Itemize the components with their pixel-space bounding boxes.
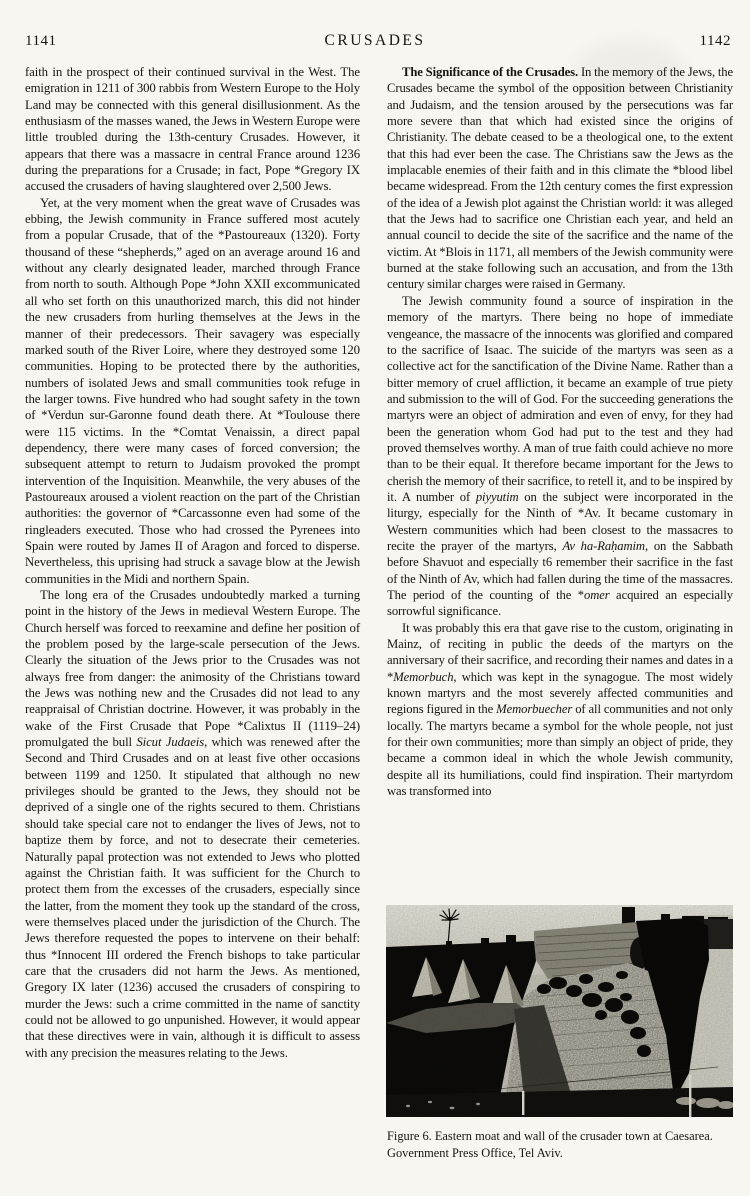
text-run: omer (583, 588, 610, 602)
text-run: , on the Sabbath before Shavuot and especially t6 remember their sacrifice in the fast of the Ninth of Av, which had fallen during the time of the massacres. The period of the counting of the * (387, 538, 733, 602)
photo-grain (386, 905, 733, 1117)
paragraph (387, 64, 733, 293)
right-column (387, 64, 733, 1161)
entry-title: CRUSADES (324, 32, 426, 49)
caption-line-2: Government Press Office, Tel Aviv. (387, 1145, 563, 1160)
text-run: piyyutim (475, 489, 519, 504)
left-column-number: 1141 (25, 33, 57, 49)
text-run: on the subject were incorporated in the liturgy, especially for the Ninth of *Av. It became customary in Western communities which had been closest to the massacres to recite the prayer of the martyrs, (387, 489, 733, 553)
text-run: Memorbuch (393, 669, 454, 684)
caption-line-1: Figure 6. Eastern moat and wall of the crusader town at Caesarea. (387, 1129, 713, 1143)
text-run: It was probably this era that gave rise to the custom, originating in Mainz, of reciting in public the deeds of the martyrs on the anniversary of their sacrifice, and recording their names and dates in a * (387, 620, 733, 684)
caesarea-moat-photo (386, 905, 733, 1117)
left-column-text (25, 64, 360, 1061)
text-run: acquired an especially sorrowful significance. (387, 588, 733, 619)
right-column-text (387, 64, 733, 905)
figure-6-block (387, 905, 733, 1161)
text-run: Sicut Judaeis (136, 735, 205, 750)
text-run: Memorbuecher (496, 702, 573, 717)
text-run: of all communities and not only locally. The martyrs became a symbol for the whole people, not just for their own communities; more than simply an object of pride, they became a common ideal in which the whole Jewish community, despite all its humiliations, could find inspiration. Their martyrdom was transformed into (387, 702, 733, 799)
page-header (0, 0, 750, 55)
paragraph (25, 587, 360, 1061)
text-run: In the memory of the Jews, the Crusades became the symbol of the opposition between Christianity and Judaism, and the tension aroused by the persecutions was far more severe than that which had existed since the origins of Christianity. The debate ceased to be a theological one, to the extent that this had ever been the case. The Christians saw the Jews as the implacable enemies of their faith and in this climate the *blood libel became widespread. From the 12th century comes the first expression of the idea of a Jewish plot against the Christian world: it was alleged that the Jews had to sacrifice one Christian each year, and held an annual council to decide the site of the sacrifice and the name of the victim. At *Blois in 1171, all members of the Jewish community were burned at the stake following such an accusation, and from the 13th century similar charges were raised in Germany. (387, 65, 733, 292)
text-run: The Significance of the Crusades. (402, 65, 579, 79)
paragraph (25, 64, 360, 195)
figure-caption (387, 1128, 733, 1161)
text-run: The Jewish community found a source of inspiration in the memory of the martyrs. There being no hope of immediate vengeance, the massacre of the innocents was glorified and compared to the sacrifice of Isaac. The suicide of the martyrs was seen as a collective act for the sanctification of the Divine Name. Rather than a bitter memory of cruel affliction, it became an example of true piety and submission to the will of God. For the succeeding generations the martyrs were an object of admiration and even of envy, for they had been the generation whom God had put to the test and they had proved themselves worthy. A man of true faith could achieve no more than to be their equal. It therefore became important for the Jews to cherish the memory of their sacrifice, to retell it, and to be inspired by it. A number of (387, 293, 733, 504)
text-run: Av ha-Raḥamim (562, 538, 645, 553)
text-run: The long era of the Crusades undoubtedly marked a turning point in the history of the Jews in medieval Western Europe. The Church herself was forced to reexamine and define her position of the problem posed by the large-scale persecution of the Jews. Clearly the situation of the Jews prior to the Crusades was not always free from danger: the animosity of the Christians toward the Jews was nothing new and the Crusades did not lead to any reappraisal of Christian doctrine. However, it was probably in the wake of the First Crusade that Pope *Calixtus II (1119–24) promulgated the bull (25, 588, 360, 750)
paragraph (387, 293, 733, 620)
two-column-body (0, 55, 750, 1161)
paragraph (25, 195, 360, 587)
text-run: , which was renewed after the Second and Third Crusades and on at least five other occasions between 1199 and 1250. It stipulated that although no new privileges should be granted to the Jews, they should not be deprived of a single one of the rights secured to them. Christians should take special care not to endanger the lives of Jews, not to baptize them by force, and not to desecrate their cemeteries. Naturally papal protection was not extended to Jews who plotted against the Christian faith. It was sufficient for the Church to protect them from the excesses of the crusaders, especially since the latter, from the moment they took up the standard of the cross, were themselves placed under the jurisdiction of the Church. The Jews therefore requested the popes to intervene on their behalf: thus *Innocent III ordered the French bishops to take particular care that the crusaders did not harm the Jews. As mentioned, Gregory IX later (1236) accused the crusaders of conspiring to murder the Jews: such a crime committed in the name of sanctity could not be allowed to go unpunished. However, it would appear that these directives were in vain, although it is difficult to assess with any precision the measures relating to the Jews. (25, 735, 360, 1060)
caesarea-photo-illustration (386, 905, 733, 1117)
left-column (25, 64, 360, 1161)
right-column-number: 1142 (699, 33, 731, 49)
text-run: Yet, at the very moment when the great wave of Crusades was ebbing, the Jewish community in France suffered most acutely from a popular Crusade, that of the *Pastoureaux (1320). Forty thousand of these “shepherds,” aged on an average around 16 and without any clearly designated leader, marched through France from north to south. Although Pope *John XXII excommunicated all who set forth on this unauthorized march, this did not hinder the new crusaders from hurling themselves at the Jews in the manner of their predecessors. Their savagery was especially marked south of the River Loire, where they destroyed some 120 communities. Hoping to be protected there by the authorities, numbers of isolated Jews and small communities took refuge in the larger towns. Five hundred who had sought safety in the town of *Verdun sur-Garonne found death there. At *Toulouse there were 115 victims. In the *Comtat Venaissin, a direct papal dependency, there were many cases of forced conversion; the subsequent attempt to return to Judaism provoked the prompt intervention of the Inquisition. Meanwhile, the very abuses of the Pastoureaux aroused a violent reaction on the part of the Christian authorities: the governor of *Carcassonne even had some of the ringleaders executed. Those who had crossed the Pyrenees into Spain were routed by James II of Aragon and forced to disperse. Nevertheless, this uprising had struck a savage blow at the Jewish communities in the Midi and northern Spain. (25, 195, 360, 586)
text-run: faith in the prospect of their continued survival in the West. The emigration in 1211 of 300 rabbis from Western Europe to the Holy Land may be connected with this general disillusionment. As the enthusiasm of the masses waned, the Jews in Western Europe were little troubled during the 13th-century Crusades. However, it appears that there was a massacre in central France around 1236 during the preparations for a Crusade; in fact, Pope *Gregory IX accused the crusaders of having slaughtered over 2,500 Jews. (25, 65, 360, 194)
paragraph (387, 620, 733, 800)
text-run: , which was kept in the synagogue. The most widely known martyrs and the most severely affected communities and regions figured in the (387, 669, 733, 717)
